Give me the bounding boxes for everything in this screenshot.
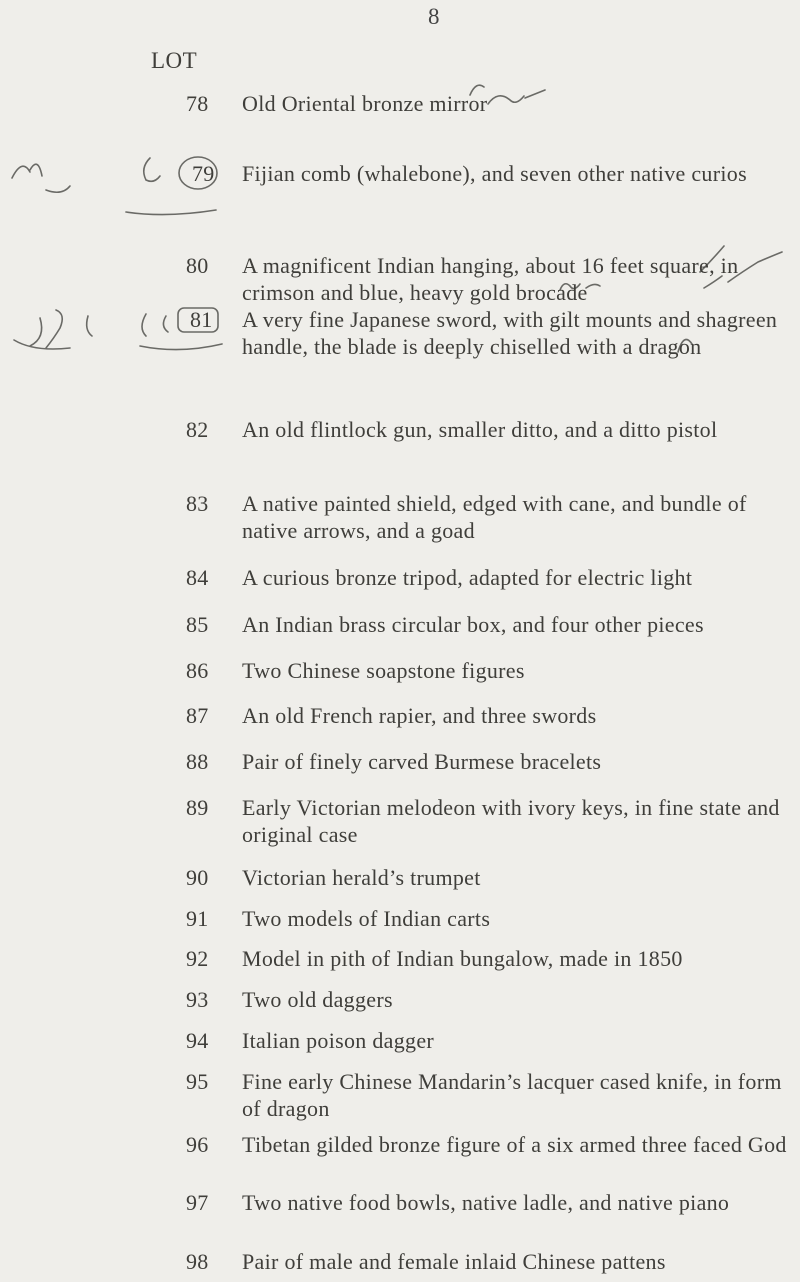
page-number: 8 [428,4,440,29]
lot-number: 78 [186,91,209,116]
lot-description: Fine early Chinese Mandarin’s lacquer cased knife, in form of dragon [242,1069,782,1121]
lot-number: 83 [186,491,209,516]
lot-description: Two models of Indian carts [242,906,491,931]
lot-number: 86 [186,658,209,683]
lot-description: Tibetan gilded bronze figure of a six armed three faced God [242,1132,787,1157]
lot-number: 98 [186,1249,209,1274]
lot-description: A curious bronze tripod, adapted for electric light [242,565,693,590]
lot-number: 82 [186,417,209,442]
lot-description: Early Victorian melodeon with ivory keys, in fine state and original case [242,795,780,847]
lot-description: Italian poison dagger [242,1028,435,1053]
lot-number: 94 [186,1028,209,1053]
lot-number: 79 [192,161,215,186]
lot-description: Pair of finely carved Burmese bracelets [242,749,602,774]
lot-number: 81 [190,307,213,332]
lot-description: A native painted shield, edged with cane, and bundle of native arrows, and a goad [242,491,747,543]
lot-description: Two old daggers [242,987,393,1012]
lot-description: Fijian comb (whalebone), and seven other native curios [242,161,747,186]
lot-description: An Indian brass circular box, and four other pieces [242,612,704,637]
lot-number: 88 [186,749,209,774]
lot-number: 89 [186,795,209,820]
lot-number: 93 [186,987,209,1012]
lot-number: 84 [186,565,209,590]
lot-number: 90 [186,865,209,890]
lot-number: 95 [186,1069,209,1094]
lot-number: 96 [186,1132,209,1157]
lot-number: 85 [186,612,209,637]
lot-column-header: LOT [151,48,198,73]
lot-description: An old French rapier, and three swords [242,703,597,728]
lot-description: A very fine Japanese sword, with gilt mounts and shagreen handle, the blade is deeply chiselled with a dragon [242,307,778,359]
lot-description: Victorian herald’s trumpet [242,865,481,890]
lot-description: Old Oriental bronze mirror [242,91,488,116]
lot-description: Two Chinese soapstone figures [242,658,525,683]
lot-description: Model in pith of Indian bungalow, made in 1850 [242,946,683,971]
lot-number: 87 [186,703,209,728]
lot-description: Two native food bowls, native ladle, and native piano [242,1190,730,1215]
lot-number: 80 [186,253,209,278]
lot-description: Pair of male and female inlaid Chinese pattens [242,1249,666,1274]
lot-description: A magnificent Indian hanging, about 16 feet square, in crimson and blue, heavy gold brocade [242,253,739,305]
lot-description: An old flintlock gun, smaller ditto, and a ditto pistol [242,417,718,442]
lot-number: 91 [186,906,209,931]
lot-number: 92 [186,946,209,971]
lot-number: 97 [186,1190,209,1215]
